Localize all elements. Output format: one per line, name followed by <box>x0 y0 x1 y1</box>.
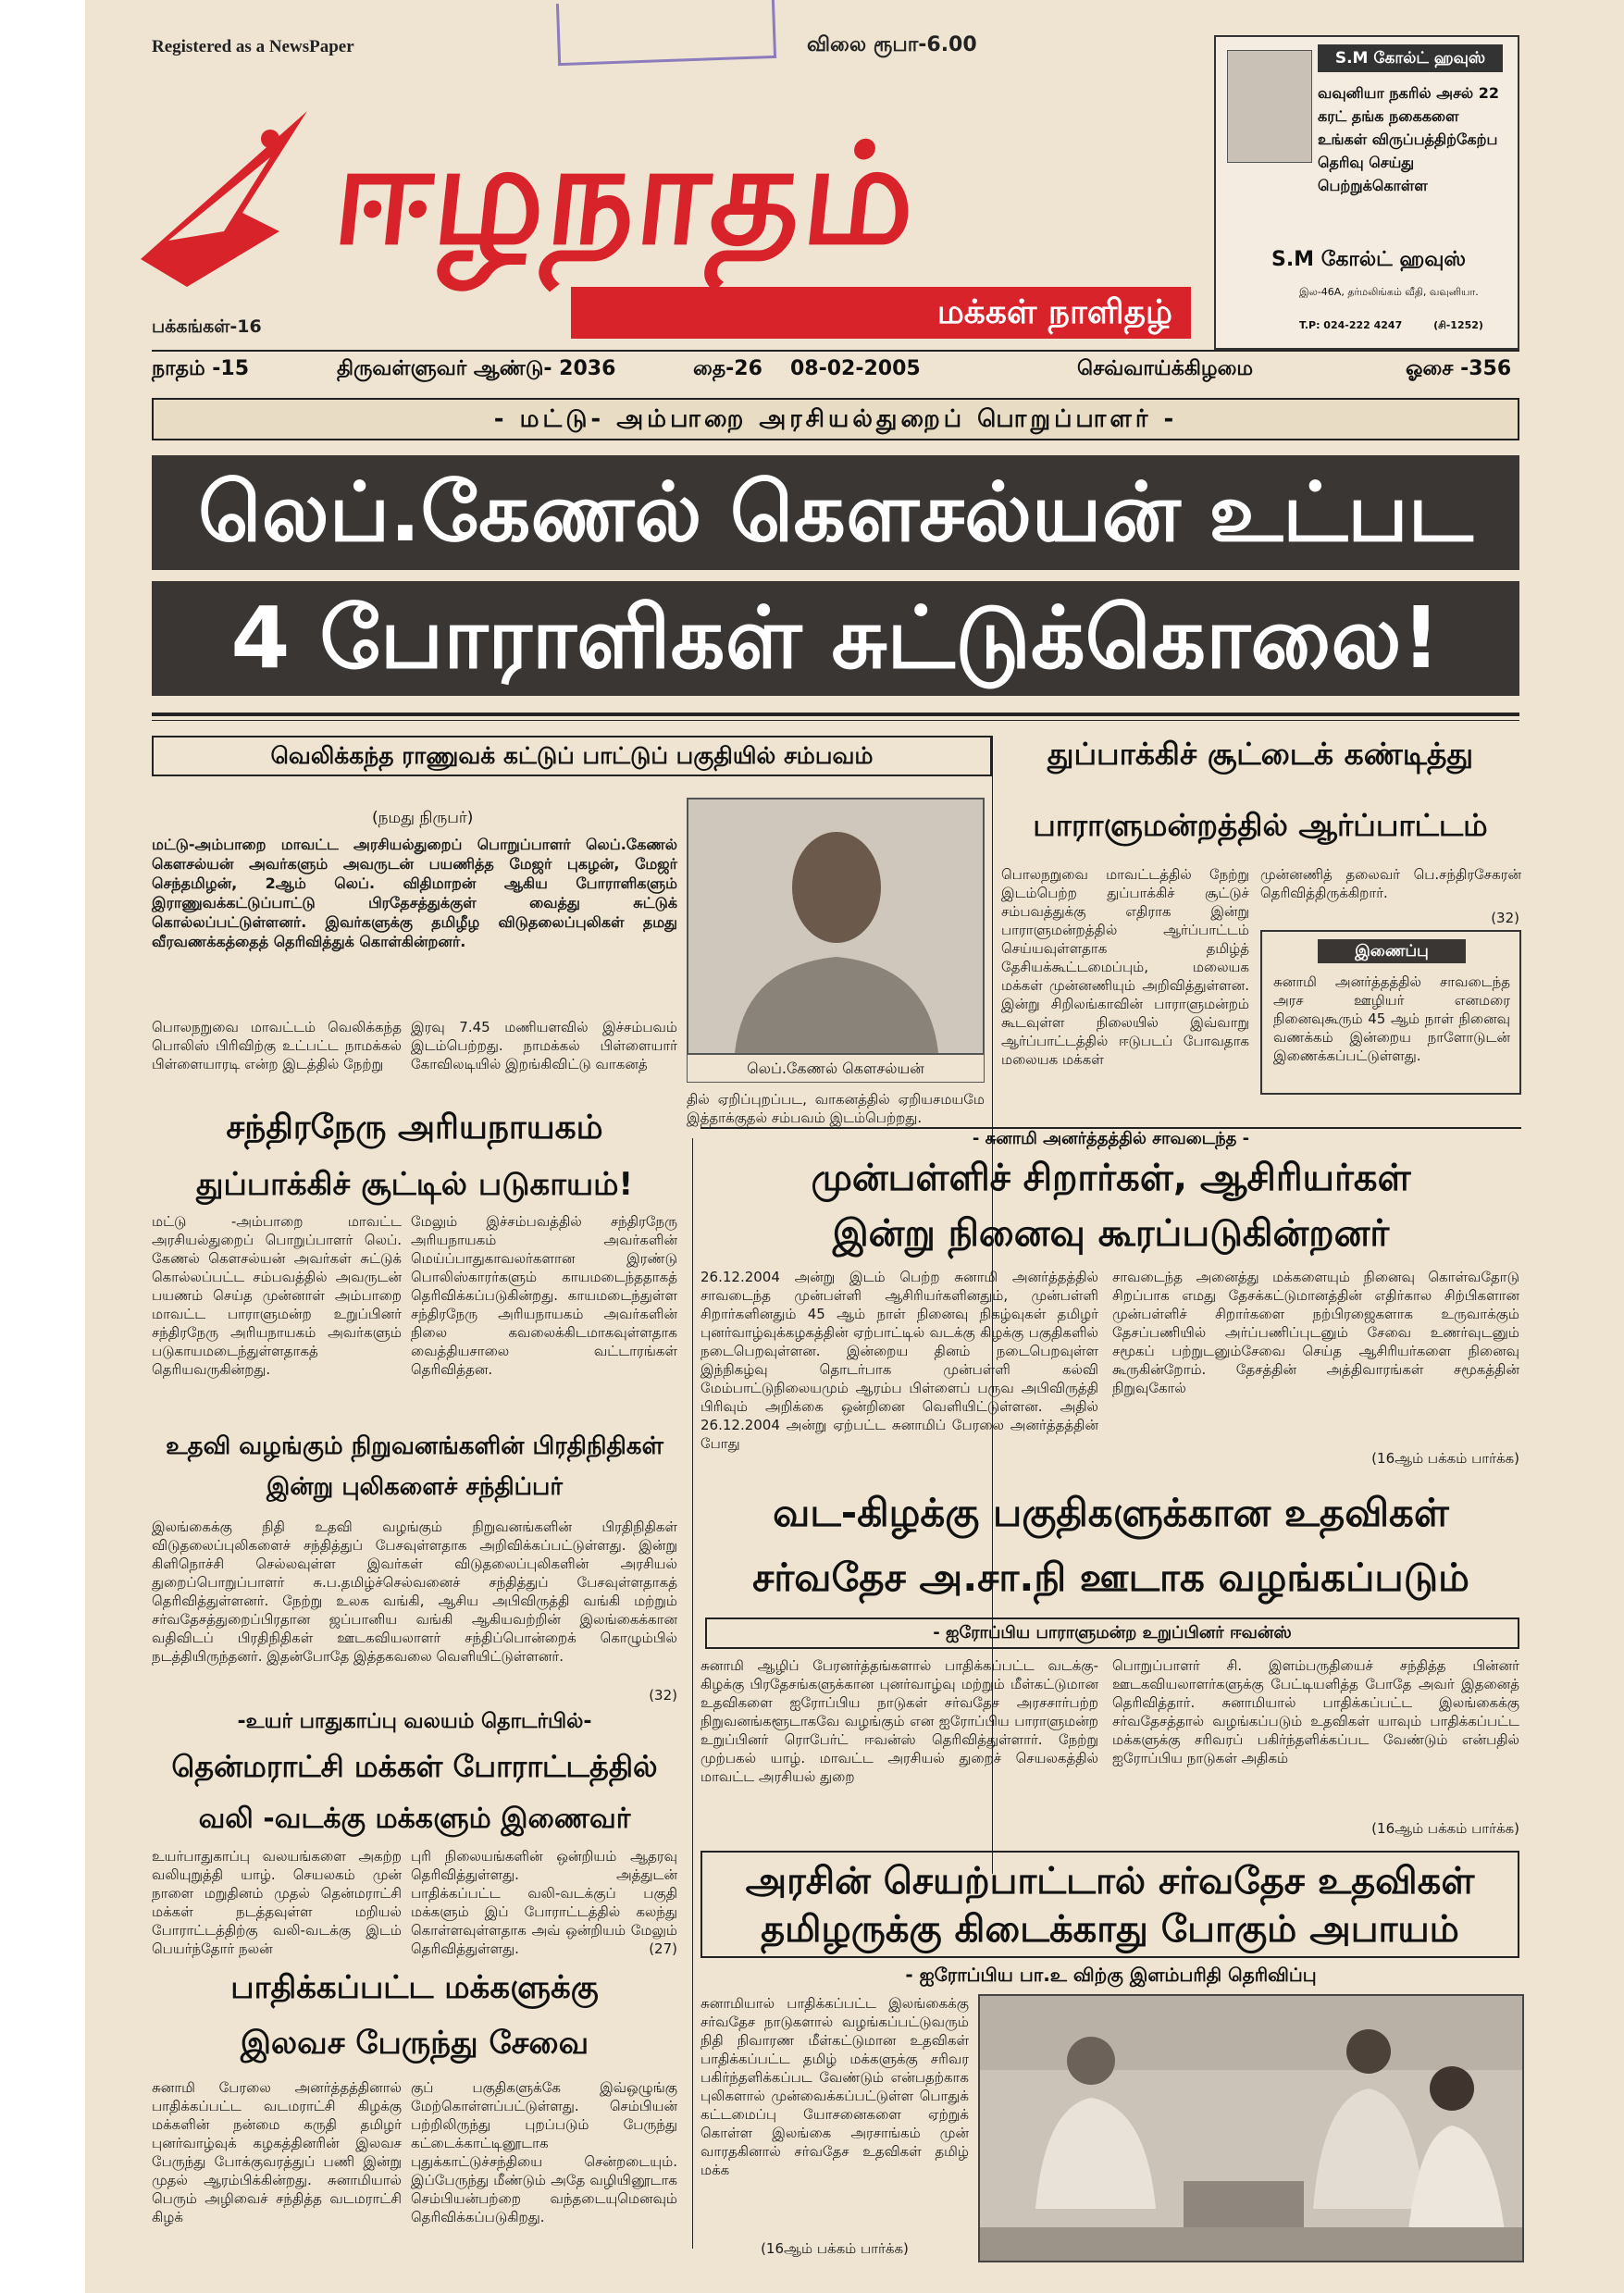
danger-headline-1: அரசின் செயற்பாட்டால் சர்வதேச உதவிகள் <box>745 1860 1475 1903</box>
lead-headline-2: 4 போராளிகள் சுட்டுக்கொலை! <box>152 581 1519 696</box>
lead-rule <box>152 713 1519 716</box>
danger-kicker: - ஐரோப்பிய பா.உ விற்கு இளம்பரிதி தெரிவிப்பு <box>905 1964 1317 1986</box>
column-rule-left <box>692 1138 693 2249</box>
ink-stamp <box>556 0 776 66</box>
ngo-col-b: பொறுப்பாளர் சி. இளம்பருதியைச் சந்தித்த பின்னர் ஊடகவியலாளர்களுக்கு பேட்டியளித்த போதே அவர் இதனைத் தெரிவித்தார். சுனாமியால் பாதிக்கப்பட்ட இலங்கைக்கு சர்வதேசத்தால் வழங்கப்படும் உதவிகள் யாவும் பாதிக்கப்பட்ட மக்களுக்கு சரிவரப் பகிர்ந்தளிக்கப்பட வேண்டும் என்பதில் ஐரோப்பிய நாடுகள் அதிகம் <box>1112 1657 1519 1766</box>
lead-headline-1: லெப்.கேணல் கௌசல்யன் உட்பட <box>152 455 1519 570</box>
ad-body: வவுனியா நகரில் அசல் 22 கரட் தங்க நகைகளை உங்கள் விருப்பத்திற்கேற்ப தெரிவு செய்து பெற்றுக்கொள்ள <box>1318 84 1500 194</box>
bus-headline-2: இலவச பேருந்து சேவை <box>240 2025 589 2062</box>
tsunami-headline-1: முன்பள்ளிச் சிறார்கள், ஆசிரியர்கள் <box>811 1157 1411 1199</box>
ad-address: இல-46A, தர்மலிங்கம் வீதி, வவுனியா. <box>1299 286 1479 298</box>
ngo-col-a: சுனாமி ஆழிப் பேரனர்த்தங்களால் பாதிக்கப்பட்ட வடக்கு- கிழக்கு பிரதேசங்களுக்கான புனர்வாழ்வு மற்றும் மீள்கட்டுமான உதவிகளை ஐரோப்பிய நாடுகள் சர்வதேச அரசசார்பற்ற நிறுவனங்களூடாகவே வழங்கும் என ஐரோப்பிய பாராளுமன்ற உறுப்பினர் ரொபேர்ட் ஈவன்ஸ் தெரிவித்துள்ளார். நேற்று முற்பகல் யாழ். மாவட்ட அரசியல் துறைச் செயலகத்தில் மாவட்ட அரசியல் துறை <box>700 1657 1098 1785</box>
lead-col-c: தில் ஏறிப்புறப்பட, வாகனத்தில் ஏறியசமயமே இத்தாக்குதல் சம்பவம் இடம்பெற்றது. <box>687 1091 985 1126</box>
portrait-image <box>688 799 983 1053</box>
lead-col-a: பொலநறுவை மாவட்டம் வெலிக்கந்த பொலிஸ் பிரிவிற்கு உட்பட்ட நாமக்கல் பிள்ளையாரடி என்ற இடத்தில் நேற்று <box>152 1019 402 1072</box>
aid-text: இலங்கைக்கு நிதி உதவி வழங்கும் நிறுவனங்களின் பிரதிநிதிகள் விடுதலைப்புலிகளைச் சந்தித்துப் பேசவுள்ளதாக அறிவிக்கப்பட்டுள்ளது. இன்று கிளிநொச்சி செல்லவுள்ள இவர்கள் விடுதலைப்புலிகளின் அரசியல் துறைப்பொறுப்பாளர் சு.ப.தமிழ்ச்செல்வனைச் சந்தித்துப் பேசவுள்ளதாகத் தெரிவித்துள்ளனர். நேற்று உலக வங்கி, ஆசிய அபிவிருத்தி வங்கி மற்றும் சர்வதேசத்துறைப்பிரதான ஜப்பானிய வங்கி ஆகியவற்றின் இலங்கைக்கான வதிவிடப் பிரதிநிதிகள் ஊடகவியலாளர் சந்திப்பொன்றைக் கொழும்பில் நடத்தியிருந்தனர். இதன்போதே இத்தகவலை வெளியிட்டுள்ளனர். <box>152 1518 677 1665</box>
danger-headline-2: தமிழருக்கு கிடைக்காது போகும் அபாயம் <box>761 1908 1459 1951</box>
parliament-code: (32) <box>1491 910 1519 926</box>
hsz-kicker: -உயர் பாதுகாப்பு வலயம் தொடர்பில்- <box>237 1710 592 1733</box>
tsunami-jump: (16ஆம் பக்கம் பார்க்க) <box>1371 1450 1519 1467</box>
ngo-headline-2: சர்வதேச அ.சா.நி ஊடாக வழங்கப்படும் <box>752 1555 1469 1600</box>
inaipu-box <box>1260 930 1521 1095</box>
bird-logo-icon <box>131 102 316 305</box>
newspaper-subtitle: மக்கள் நாளிதழ் <box>571 287 1191 339</box>
newspaper-title: ஈழநாதம் <box>327 117 926 272</box>
dateline <box>152 357 1521 390</box>
ad-brand-top: S.M கோல்ட் ஹவுஸ் <box>1318 44 1503 72</box>
parliament-col-a: பொலநறுவை மாவட்டத்தில் நேற்று இடம்பெற்ற துப்பாக்கிச் சூட்டுச் சம்பவத்துக்கு எதிராக இன்று பாராளுமன்றத்தில் ஆர்ப்பாட்டம் செய்யவுள்ளதாக தமிழ்த் தேசியக்கூட்டமைப்பும், மலையக மக்கள் முன்னணியும் அறிவித்துள்ளன. இன்று சிறிலங்காவின் பாராளுமன்றம் கூடவுள்ள நிலையில் இவ்வாறு ஆர்ப்பாட்டத்தில் ஈடுபடப் போவதாக மலையக மக்கள் <box>1001 866 1249 1068</box>
gold-house-ad <box>1214 35 1519 350</box>
meeting-image <box>980 1996 1522 2261</box>
photo-caption: லெப்.கேணல் கௌசல்யன் <box>687 1055 985 1083</box>
ngo-headline-1: வட-கிழக்கு பகுதிகளுக்கான உதவிகள் <box>773 1490 1449 1535</box>
tsunami-headline-2: இன்று நினைவு கூரப்படுகின்றனர் <box>832 1212 1390 1255</box>
lead-intro: மட்டு-அம்பாறை மாவட்ட அரசியல்துறைப் பொறுப்பாளர் லெப்.கேணல் கௌசல்யன் அவர்களும் அவருடன் பயணித்த மேஜர் புகழன், மேஜர் செந்தமிழன், 2ஆம் லெப். விதிமாறன் ஆகிய போராளிகளும் இராணுவக்கட்டுப்பாட்டு பிரதேசத்துக்குள் வைத்து சுட்டுக் கொல்லப்பட்டுள்ளனர். இவர்களுக்கு தமிழீழ விடுதலைப்புலிகள் தமது வீரவணக்கத்தைத் தெரிவித்துக் கொள்கின்றனர். <box>152 836 677 950</box>
tsunami-col-a: 26.12.2004 அன்று இடம் பெற்ற சுனாமி அனர்த்தத்தில் சாவடைந்த முன்பள்ளி ஆசிரியர்களினதும், முன்பள்ளி சிறார்களினதும் 45 ஆம் நாள் நினைவு நிகழ்வுகள் தமிழர் புனர்வாழ்வுக்கழகத்தின் ஏற்பாட்டில் வடக்கு கிழக்கு பகுதிகளில் நடைபெறவுள்ளன. இன்றைய தினம் நடைபெறவுள்ள இந்நிகழ்வு தொடர்பாக முன்பள்ளி கல்வி மேம்பாட்டுநிலையமும் ஆரம்ப பிள்ளைப் பருவ அபிவிருத்தி பிரிவும் அறிக்கை ஒன்றினை வெளியிட்டுள்ளன. அதில் 26.12.2004 அன்று ஏற்பட்ட சுனாமிப் பேரலை அனர்த்தத்தின் போது <box>700 1269 1098 1452</box>
registered-note: Registered as a NewsPaper <box>152 37 354 56</box>
deity-image <box>1227 50 1312 163</box>
hsz-col-b: புரி நிலையங்களின் ஒன்றியம் ஆதரவு தெரிவித்துள்ளது. அத்துடன் பாதிக்கப்பட்ட வலி-வடக்குப் பகுதி மக்களும் இப் போராட்டத்தில் கலந்து கொள்ளவுள்ளதாக அவ் ஒன்றியம் மேலும் தெரிவித்துள்ளது. <box>411 1848 677 1957</box>
ad-phone-number: T.P: 024-222 4247 <box>1299 319 1403 331</box>
parliament-headline-2: பாராளுமன்றத்தில் ஆர்ப்பாட்டம் <box>1033 807 1488 843</box>
inaipu-head: இணைப்பு <box>1318 939 1466 963</box>
chandra-headline-1: சந்திரநேரு அரியநாயகம் <box>226 1109 603 1146</box>
chandra-headline-2: துப்பாக்கிச் சூட்டில் படுகாயம்! <box>195 1166 633 1203</box>
bus-headline-1: பாதிக்கப்பட்ட மக்களுக்கு <box>230 1969 599 2006</box>
ngo-kicker: - ஐரோப்பிய பாராளுமன்ற உறுப்பினர் ஈவன்ஸ் <box>705 1617 1519 1649</box>
meeting-photo <box>978 1994 1524 2262</box>
dateline-date: 08-02-2005 <box>790 357 921 380</box>
price-label: விலை ரூபா-6.00 <box>807 33 977 56</box>
hsz-headline-2: வலி -வடக்கு மக்களும் இணைவர் <box>198 1803 631 1835</box>
hsz-headline-1: தென்மராட்சி மக்கள் போராட்டத்தில் <box>171 1749 658 1784</box>
dateline-day: செவ்வாய்க்கிழமை <box>1077 357 1254 380</box>
bus-col-b: குப் பகுதிகளுக்கே இவ்ஒழுங்கு மேற்கொள்ளப்பட்டுள்ளது. செம்பியன் பற்றிலிருந்து புறப்படும் பேருந்து கட்டைக்காட்டினூடாக புதுக்காட்டுச்சந்தியை சென்றடையும். இப்பேருந்து மீண்டும் அதே வழியினூடாக செம்பியன்பற்றை வந்தடையுமெனவும் தெரிவிக்கப்படுகிறது. <box>411 2079 677 2225</box>
bus-col-a: சுனாமி பேரலை அனர்த்தத்தினால் பாதிக்கப்பட்ட வடமராட்சி கிழக்கு மக்களின் நன்மை கருதி தமிழர் புனர்வாழ்வுக் கழகத்தினரின் இலவச பேருந்து போக்குவரத்துப் பணி இன்று முதல் ஆரம்பிக்கின்றது. சுனாமியால் பெரும் அழிவைச் சந்தித்த வடமராட்சி கிழக் <box>152 2079 402 2225</box>
ad-phone <box>1299 319 1512 333</box>
kousalyan-photo <box>687 798 985 1055</box>
danger-jump: (16ஆம் பக்கம் பார்க்க) <box>761 2240 909 2257</box>
dateline-year: திருவள்ளுவர் ஆண்டு- 2036 <box>337 357 616 380</box>
lead-byline: (நமது நிருபர்) <box>372 809 474 827</box>
chandra-col-b: மேலும் இச்சம்பவத்தில் சந்திரநேரு அரியநாயகம் அவர்களின் மெய்ப்பாதுகாவலர்களான இரண்டு பொலிஸ்காரர்களும் காயமடைந்ததாகத் தெரிவிக்கப்படுகின்றது. காயமடைந்துள்ள சந்திரநேரு அரியநாயகம் அவர்களின் நிலை கவலைக்கிடமாகவுள்ளதாக வைத்தியசாலை வட்டாரங்கள் தெரிவித்தன. <box>411 1213 677 1378</box>
lead-subhead: வெலிக்கந்த ராணுவக் கட்டுப் பாட்டுப் பகுதியில் சம்பவம் <box>152 736 992 776</box>
lead-kicker: - மட்டு- அம்பாறை அரசியல்துறைப் பொறுப்பாளர் - <box>152 398 1519 440</box>
danger-text: சுனாமியால் பாதிக்கப்பட்ட இலங்கைக்கு சர்வதேச நாடுகளால் வழங்கப்பட்டுவரும் நிதி நிவாரண மீள்கட்டுமான உதவிகள் பாதிக்கப்பட்ட தமிழ் மக்களுக்கு சரிவர பகிர்ந்தளிக்கப்பட வேண்டும் என்பதற்காக புலிகளால் முன்வைக்கப்பட்டுள்ள பொதுக் கட்டமைப்பு யோசனைகளை ஏற்றுக் கொள்ள இலங்கை அரசாங்கம் முன் வாரதகினால் சர்வதேச உதவிகள் தமிழ் மக்க <box>700 1995 969 2178</box>
top-rule <box>152 350 1519 352</box>
chandra-col-a: மட்டு -அம்பாறை மாவட்ட அரசியல்துறைப் பொறுப்பாளர் லெப். கேணல் கௌசல்யன் அவர்கள் சுட்டுக் கொல்லப்பட்ட சம்பவத்தில் அவருடன் பயணம் செய்த முன்னாள் அம்பாறை மாவட்ட பாராளுமன்ற உறுப்பினர் சந்திரநேரு அரியநாயகம் அவர்களும் படுகாயமடைந்துள்ளதாகத் தெரியவருகின்றது. <box>152 1213 402 1378</box>
dateline-tamil-date: தை-26 <box>693 357 762 380</box>
ad-code: (சி-1252) <box>1433 319 1483 331</box>
hsz-code: (27) <box>649 1940 677 1957</box>
aid-headline-2: இன்று புலிகளைச் சந்திப்பர் <box>267 1473 563 1501</box>
tsunami-kicker: - சுனாமி அனர்த்தத்தில் சாவடைந்த - <box>972 1129 1250 1148</box>
lead-rule-thin <box>152 720 1519 721</box>
newspaper-page <box>85 0 1624 2293</box>
aid-headline-1: உதவி வழங்கும் நிறுவனங்களின் பிரதிநிதிகள் <box>166 1432 663 1460</box>
hsz-col-a: உயர்பாதுகாப்பு வலயங்களை அகற்ற வலியுறுத்தி யாழ். செயலகம் முன் நாளை மறுதினம் முதல் தென்மராட்சி மக்கள் நடத்தவுள்ள மறியல் போராட்டத்திற்கு வலி-வடக்கு இடம் பெயர்ந்தோர் நலன் <box>152 1848 402 1957</box>
page-count: பக்கங்கள்-16 <box>152 316 262 337</box>
ngo-jump: (16ஆம் பக்கம் பார்க்க) <box>1371 1820 1519 1837</box>
dateline-naatham: நாதம் -15 <box>152 357 250 380</box>
ad-brand-bottom: S.M கோல்ட் ஹவுஸ் <box>1271 248 1467 271</box>
tsunami-col-b: சாவடைந்த அனைத்து மக்களையும் நினைவு கொள்வதோடு சிறப்பாக எமது தேசக்கட்டுமானத்தின் எதிர்கால சிற்பிகளான முன்பள்ளிச் சிறார்களை நற்பிரஜைகளாக உருவாக்கும் தேசப்பணியில் அர்ப்பணிப்புடனும் சேவை உணர்வுடனும் சமூகப் பற்றுடனும்சேவை செய்த ஆசிரியர்களை நினைவு கூருகின்றோம். தேசத்தின் அத்திவாரங்கள் சமூகத்தின் நிறுவுகோல் <box>1112 1269 1519 1396</box>
aid-code: (32) <box>649 1687 677 1704</box>
danger-headline-box <box>700 1851 1519 1958</box>
inaipu-text: சுனாமி அனர்த்தத்தில் சாவடைந்த அரச ஊழியர் எனமரை நினைவுகூரும் 45 ஆம் நாள் நினைவு வணக்கம் இன்றைய நாளோடுடன் இணைக்கப்பட்டுள்ளது. <box>1273 973 1510 1064</box>
parliament-col-b: முன்னணித் தலைவர் பெ.சந்திரசேகரன் தெரிவித்திருக்கிறார். <box>1260 866 1521 901</box>
lead-col-b: இரவு 7.45 மணியளவில் இச்சம்பவம் இடம்பெற்றது. நாமக்கல் பிள்ளையார் கோவிலடியில் இறங்கிவிட்டு வாகனத் <box>411 1019 677 1072</box>
dateline-osai: ஓசை -356 <box>1406 357 1512 380</box>
parliament-headline-1: துப்பாக்கிச் சூட்டைக் கண்டித்து <box>1047 736 1474 772</box>
